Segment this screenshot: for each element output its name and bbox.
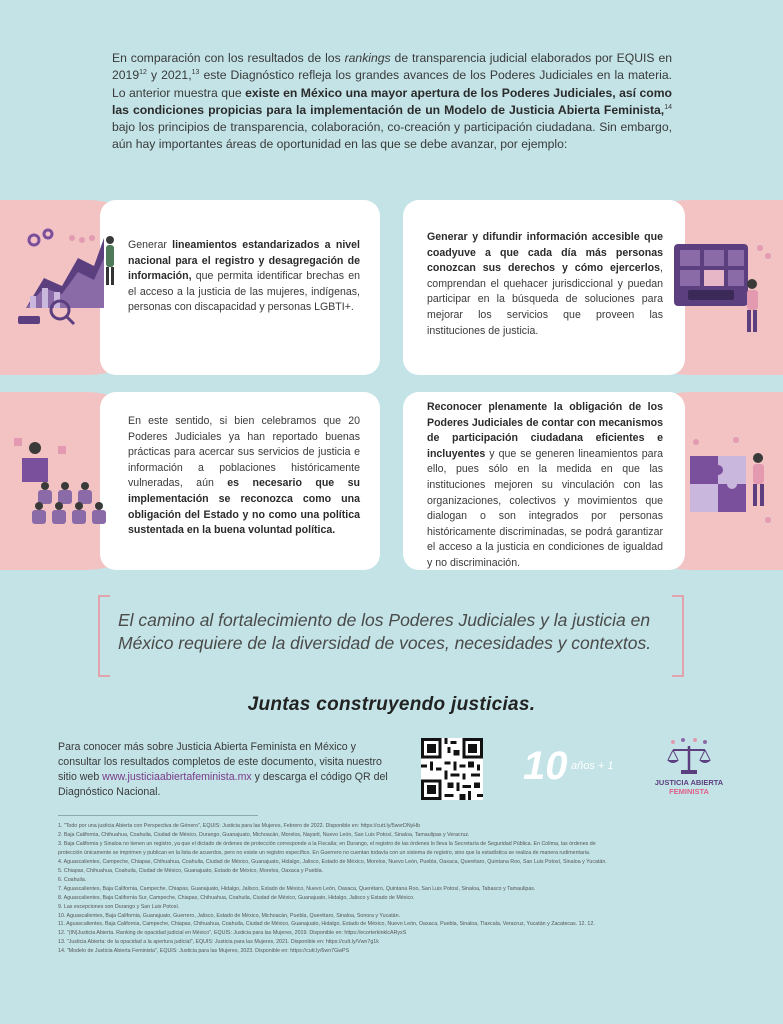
footnote: protección únicamente se imprimen y publican en la lista de acuerdos, pero no existe un registro específico. En Guerrero no cuentan todavía con un sistema de registro, sino que la estadística se realiza de manera rudimentaria.: [58, 849, 591, 856]
footnote: 7. Aguascalientes, Baja California, Campeche, Chiapas, Guanajuato, Hidalgo, Jalisco, Estado de México, Nuevo León, Oaxaca, Querétaro, Quintana Roo, San Luis Potosí, Sinaloa, Tabasco y Tamaulipas.: [58, 885, 536, 892]
footnote: 11. Aguascalientes, Baja California, Campeche, Chiapas, Chihuahua, Coahuila, Ciudad de México, Guanajuato, Hidalgo, Estado de México, Nuevo León, Oaxaca, Puebla, Sinaloa, Tlaxcala, Veracruz, Yucatán y Zacatecas. 12. 12.: [58, 921, 595, 928]
data-chart-illustration: [14, 218, 126, 330]
anniversary-logo: [523, 742, 619, 794]
card-text: Reconocer plenamente la obligación de los Poderes Judiciales de contar con mecanismos de participación ciudadana eficientes e incluyentes y que se generen lineamientos para ello, pues sólo en la medida en que las instituciones mejoren su vinculación con las organizaciones, colectivos y movimientos que dialogan o son integrados por personas históricamente discriminadas, se podrá garantizar el acceso a la justicia en condiciones de igualdad y no discriminación.: [427, 401, 663, 569]
footnote: 2. Baja California, Chihuahua, Coahuila, Ciudad de México, Durango, Guanajuato, Michoacán, Morelos, Nayarit, Nuevo León, San Luis Potosí, Sinaloa, Tamaulipas y Veracruz.: [58, 831, 470, 838]
quote-text: El camino al fortalecimiento de los Poderes Judiciales y la justicia en México requiere de la diversidad de voces, necesidades y contextos.: [118, 610, 652, 653]
footnote: 8. Aguascalientes, Baja California Sur, Campeche, Chiapas, Chihuahua, Coahuila, Ciudad de México, Guanajuato, Hidalgo, Jalisco y Estado de México.: [58, 894, 415, 901]
card-citizen-participation: [403, 392, 685, 570]
card-good-practices: [100, 392, 380, 570]
slogan: Juntas construyendo justicias.: [247, 694, 536, 715]
footnote: 4. Aguascalientes, Campeche, Chiapas, Chihuahua, Coahuila, Ciudad de México, Guanajuato, Hidalgo, Jalisco, Estado de México, Morelos, Nuevo León, Puebla, Oaxaca, Querétaro, Quintana Roo, San Luis Potosí, Sinaloa y Yucatán.: [58, 858, 607, 865]
footnote: 12. "(IN)Justicia Abierta. Ranking de opacidad judicial en México", EQUIS: Justicia para las Mujeres, 2019. Disponible en: https://ecorterkinklcARyxS: [58, 930, 407, 937]
card-text: Generar y difundir información accesible que coadyuve a que cada día más personas conozcan sus derechos y cómo ejercerlos, comprendan el quehacer jurisdiccional y puedan participar en la búsqueda de soluciones para mejorar los servicios que proveen las instituciones de justicia.: [427, 231, 663, 337]
footnote: 10. Aguascalientes, Baja California, Guanajuato, Guerrero, Jalisco, Estado de México, Michoacán, Puebla, Querétaro, Sinaloa, Sonora y Yucatán.: [58, 912, 401, 919]
qr-code[interactable]: [421, 738, 483, 800]
intro-paragraph: En comparación con los resultados de los rankings de transparencia judicial elaborados por EQUIS en 2019$^{12}$ y 2021,13 este Diagnóstico refleja los grandes avances de los Poderes Judiciales en la materia. Lo anterior muestra que existe en México una mayor apertura de los Poderes Judiciales, así como las condiciones propicias para la implementación de un Modelo de Justicia Abierta Feminista,$^{14}$ bajo los principios de transparencia, colaboración, co-creación y participación ciudadana. Sin embargo, aún hay importantes áreas de oportunidad en las que se debe avanzar, por ejemplo:: [112, 51, 673, 152]
card-text: En este sentido, si bien celebramos que 20 Poderes Judiciales ya han reportado buenas prácticas para acercar sus servicios de justicia e información a poblaciones históricamente vulneradas, aún es necesario que su implementación se reconozca como una obligación del Estado y no como una política sustentada en la buena voluntad política.: [128, 415, 360, 537]
audience-illustration: [8, 428, 120, 538]
footnote: 6. Coahuila.: [58, 876, 87, 883]
footnote: 13. "Justicia Abierta: de la opacidad a la apertura judicial", EQUIS: Justicia para las Mujeres, 2021. Disponible en: https://cutt.ly/Vwn7g1k: [58, 939, 379, 946]
scales-icon: [651, 736, 727, 776]
card-standardized-guidelines: [100, 200, 380, 375]
footnotes: [58, 822, 728, 956]
footnote: 1. "Todo por una justicia Abierta con Perspectiva de Género", EQUIS: Justicia para las Mujeres, Febrero de 2022. Disponible en: https://cutt.ly/5wvrDNyHb: [58, 823, 421, 829]
online-meeting-illustration: [668, 234, 776, 342]
card-text: Generar lineamientos estandarizados a nivel nacional para el registro y desagregación de información, que permita identificar brechas en el acceso a la justicia de las mujeres, indígenas, personas con discapacidad y personas LGBTI+.: [128, 239, 360, 314]
left-bracket: [98, 595, 110, 677]
justicia-abierta-feminista-logo: [651, 736, 727, 798]
footnote-separator: [58, 815, 258, 816]
website-link[interactable]: www.justiciaabiertafeminista.mx: [102, 771, 252, 783]
logo-text-line2: FEMINISTA: [669, 787, 709, 796]
anniversary-number: 10: [523, 744, 568, 788]
logo-text-line1: JUSTICIA ABIERTA: [654, 778, 724, 787]
footnote: 9. Las excepciones son Durango y San Luis Potosí.: [58, 903, 180, 910]
footnote: 3. Baja California y Sinaloa no tienen un registro, ya que el dictado de órdenes de protección corresponde a la Fiscalía; en Durango, el registro de las órdenes lo lleva la Secretaría de Seguridad Pública. En Colima, las órdenes de: [58, 840, 596, 847]
card-accessible-information: [403, 200, 685, 375]
right-bracket: [672, 595, 684, 677]
footnote: 5. Chiapas, Chihuahua, Coahuila, Ciudad de México, Guanajuato, Estado de México, Morelos, Oaxaca y Puebla.: [58, 867, 323, 874]
quote-box: [98, 595, 684, 673]
footnote: 14. "Modelo de Justicia Abierta Feminista", EQUIS: Justicia para las Mujeres, 2023. Disponible en: https://cutt.ly/6wn7GwPS: [58, 948, 350, 955]
anniversary-label: años + 1: [571, 760, 614, 772]
more-info-text: Para conocer más sobre Justicia Abierta Feminista en México y consultar los resultados completos de este documento, visita nuestro sitio web www.justiciaabiertafeminista.mx y descarga el código QR del Diagnóstico Nacional.: [58, 741, 388, 798]
puzzle-teamwork-illustration: [676, 428, 780, 538]
